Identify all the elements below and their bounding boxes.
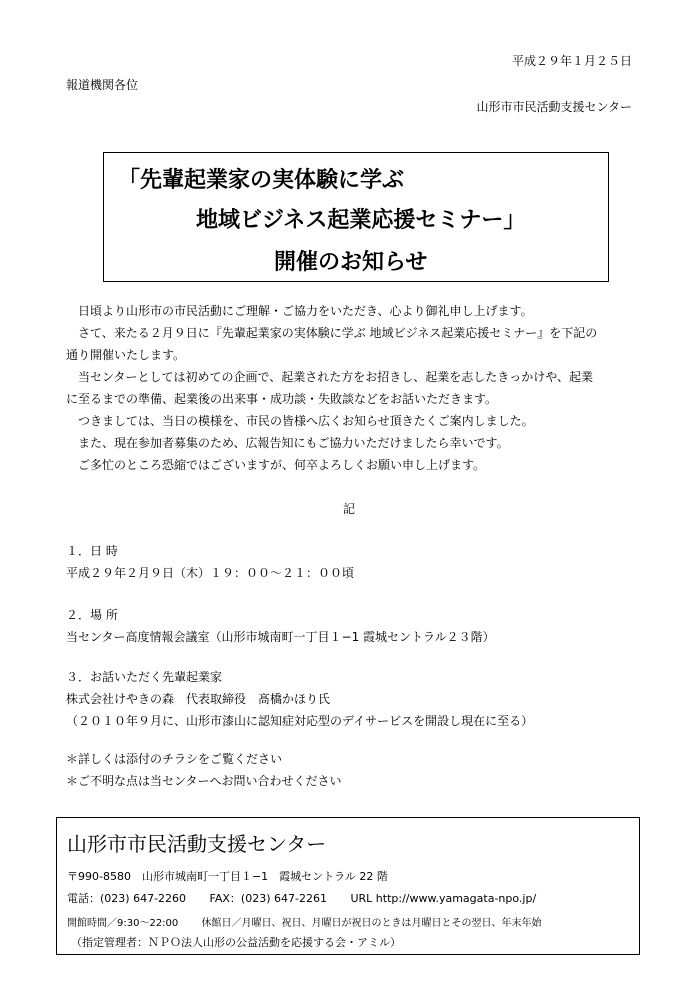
body-line: さて、来たる２月９日に『先輩起業家の実体験に学ぶ 地域ビジネス起業応援セミナー』を下記の <box>66 326 598 340</box>
footer-manager: （指定管理者：ＮＰＯ法人山形の公益活動を応援する会・アミル） <box>71 936 401 949</box>
footer-tel: 電話：(023) 647-2260 <box>67 892 187 905</box>
body-text <box>66 300 640 476</box>
section-1-heading: １．日 時 <box>66 544 118 558</box>
title-line-3: 開催のお知らせ <box>274 250 428 275</box>
section-1-value: 平成２９年２月９日（木）１９：００～２１：００頃 <box>66 566 355 580</box>
note-item: ＊ご不明な点は当センターへお問い合わせください <box>66 774 342 788</box>
title-line-2: 地域ビジネス起業応援セミナー」 <box>196 208 526 233</box>
sender: 山形市市民活動支援センター <box>476 100 632 114</box>
body-line: 日頃より山形市の市民活動にご理解・ご協力をいただき、心より御礼申し上げます。 <box>66 304 533 318</box>
footer-address: 〒990-8580 山形市城南町一丁目１−1 霞城セントラル 22 階 <box>67 870 388 883</box>
body-line: 通り開催いたします。 <box>66 348 186 362</box>
footer-hours-row <box>67 914 541 929</box>
body-line: に至るまでの準備、起業後の出来事・成功談・失敗談などをお話いただきます。 <box>66 392 498 406</box>
note-item: ＊詳しくは添付のチラシをご覧ください <box>66 752 283 766</box>
body-line: また、現在参加者募集のため、広報告知にもご協力いただけましたら幸いです。 <box>66 436 509 450</box>
footer-closed: 休館日／月曜日、祝日、月曜日が祝日のときは月曜日とその翌日、年末年始 <box>201 918 542 929</box>
ki-heading: 記 <box>343 502 356 516</box>
section-2-heading: ２．場 所 <box>66 608 118 622</box>
section-3-note: （２０１０年９月に、山形市漆山に認知症対応型のデイサービスを開設し現在に至る） <box>66 714 534 728</box>
section-3-name: 株式会社けやきの森 代表取締役 髙橋かほり氏 <box>66 692 331 706</box>
footer-hours: 開館時間／9:30～22:00 <box>67 918 179 929</box>
section-3-heading: ３．お話いただく先輩起業家 <box>66 670 223 684</box>
footer-box <box>56 817 640 955</box>
footer-org: 山形市市民活動支援センター <box>67 832 327 856</box>
footer-contact <box>67 890 536 906</box>
body-line: 当センターとしては初めての企画で、起業された方をお招きし、起業を志したきっかけや、起業 <box>66 370 594 384</box>
issue-date: 平成２９年１月２５日 <box>511 54 632 68</box>
title-box <box>103 152 609 282</box>
footer-url: URL http://www.yamagata-npo.jp/ <box>350 892 537 905</box>
title-line-1: 「先輩起業家の実体験に学ぶ <box>118 168 405 193</box>
body-line: ご多忙のところ恐縮ではございますが、何卒よろしくお願い申し上げます。 <box>66 458 486 472</box>
recipient: 報道機関各位 <box>66 78 139 92</box>
notes <box>66 748 342 792</box>
footer-fax: FAX：(023) 647-2261 <box>209 892 327 905</box>
section-2-value: 当センター高度情報会議室（山形市城南町一丁目１−1 霞城セントラル２３階） <box>66 630 495 644</box>
body-line: つきましては、当日の模様を、市民の皆様へ広くお知らせ頂きたくご案内しました。 <box>66 414 534 428</box>
